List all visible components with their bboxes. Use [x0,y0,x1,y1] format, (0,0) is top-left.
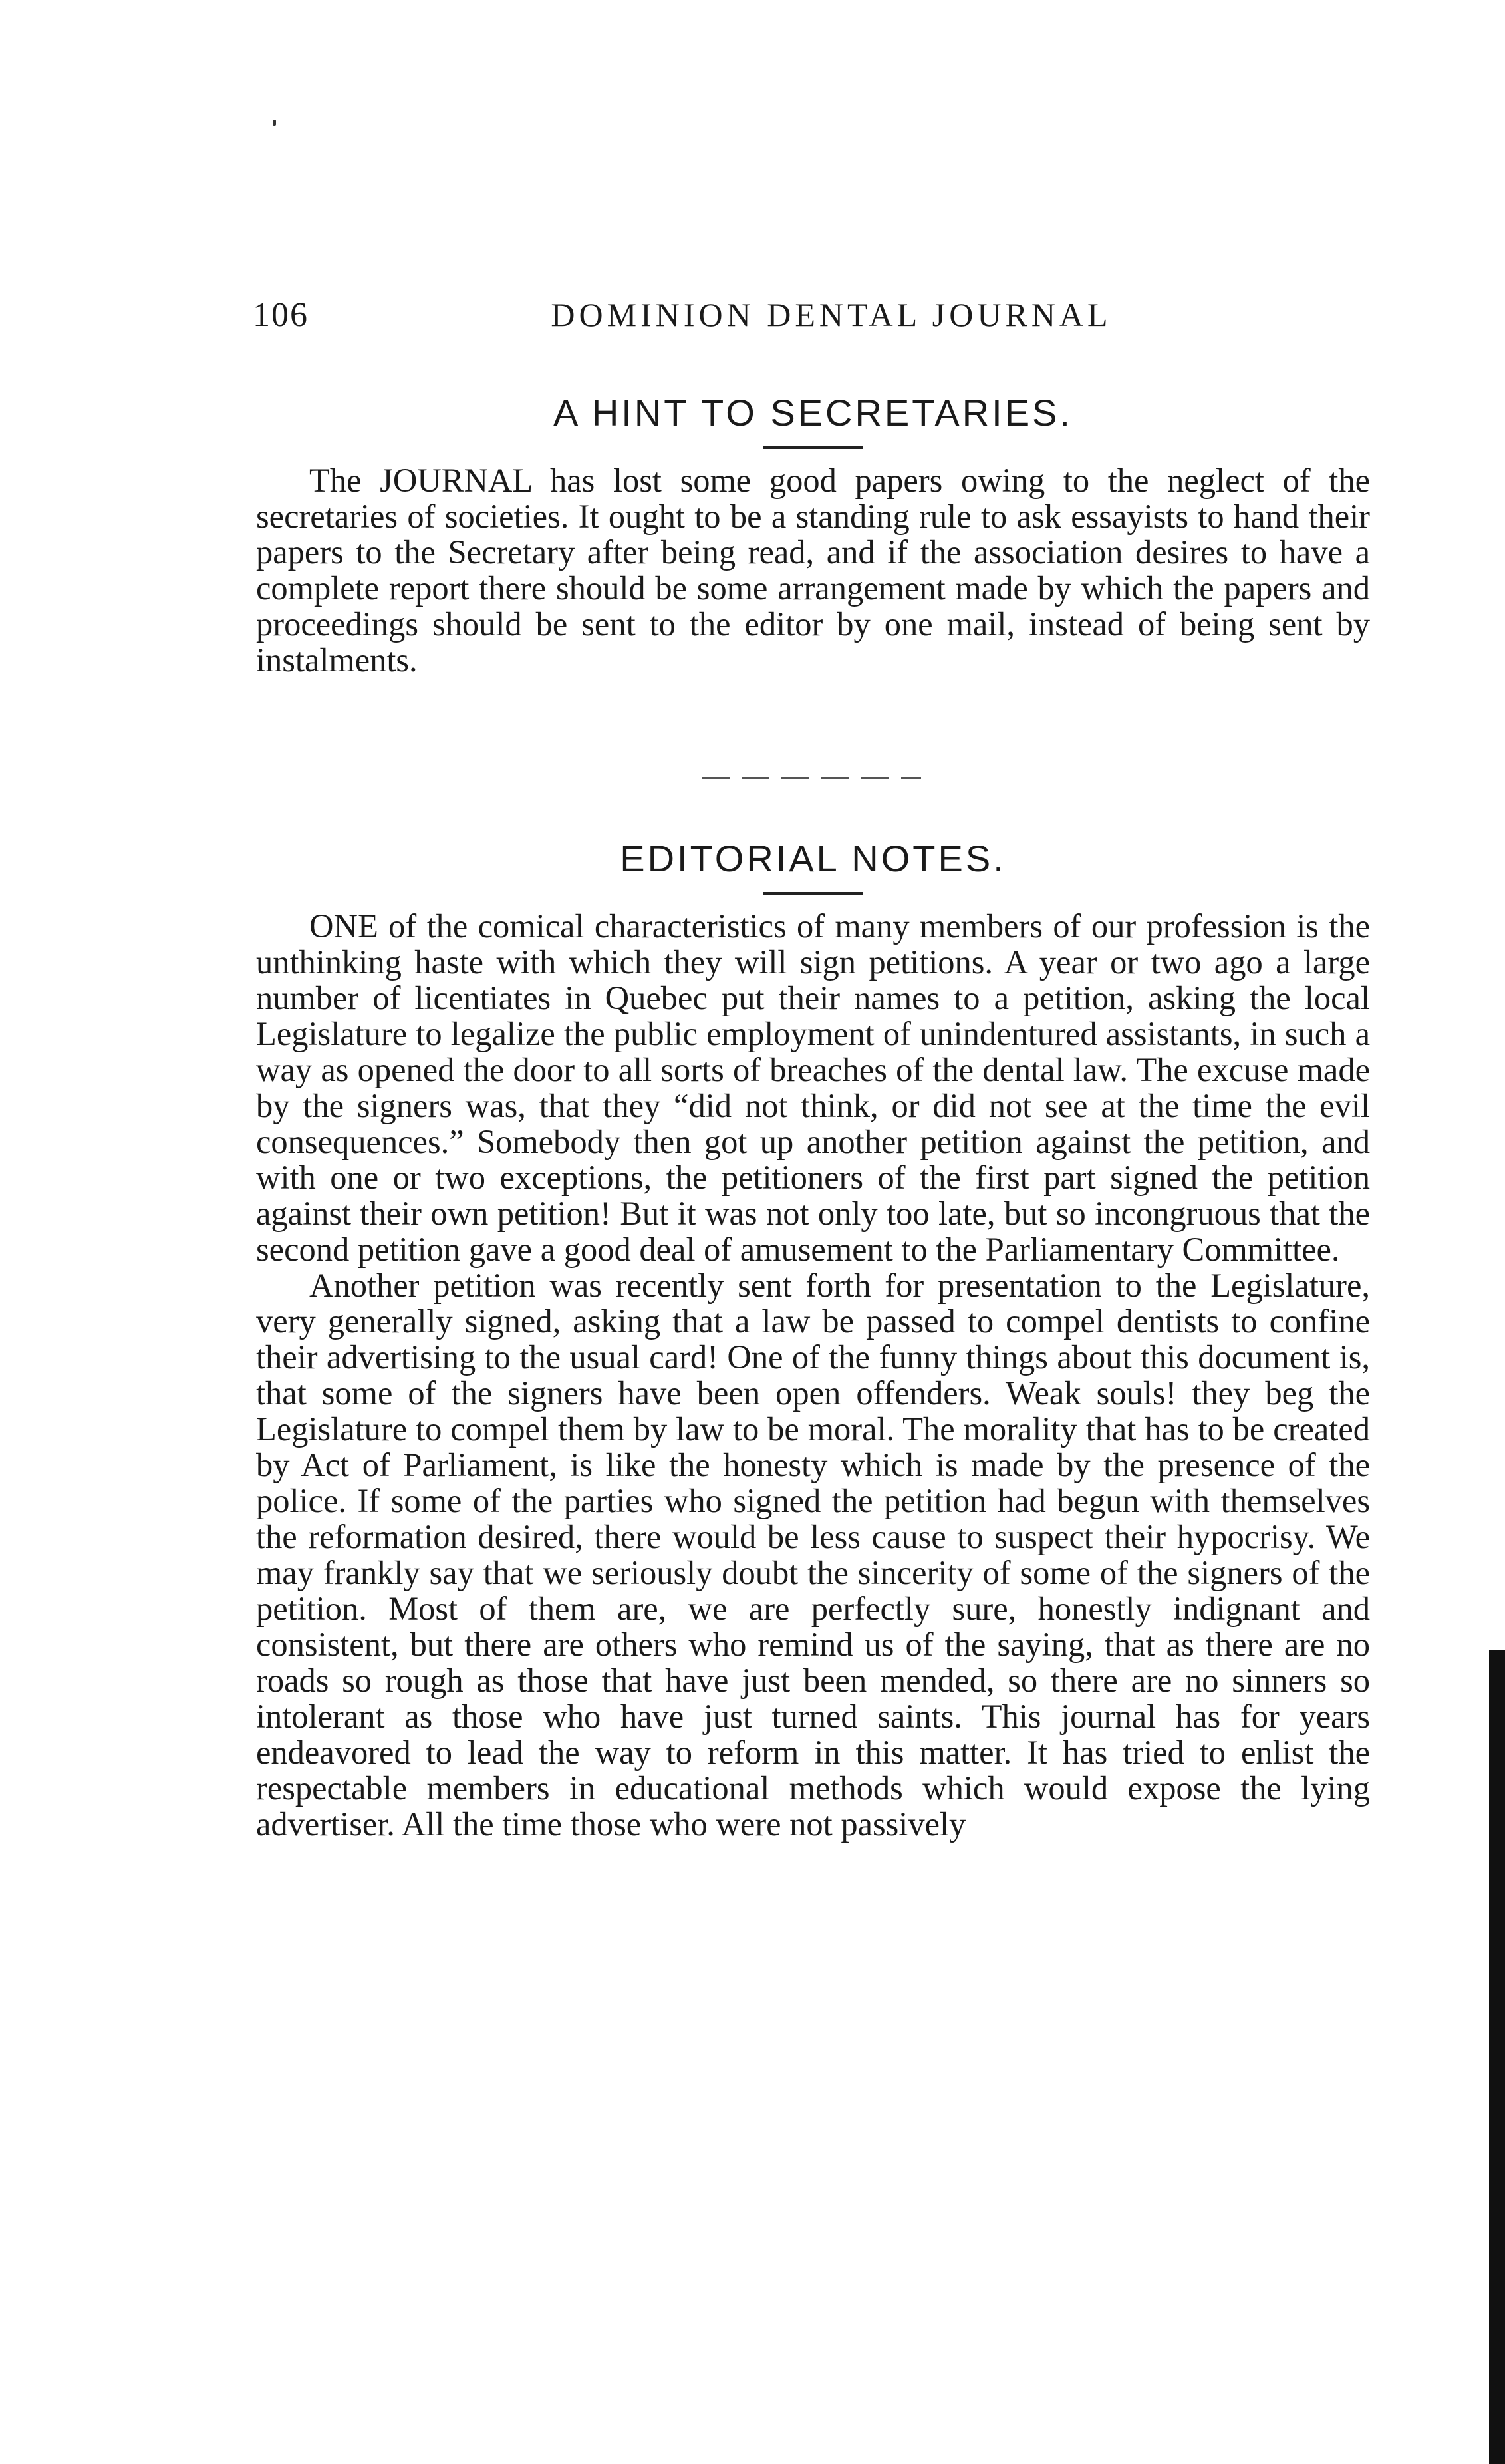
page-header [253,295,1370,342]
page-number: 106 [253,296,309,334]
section-divider [702,777,921,779]
editorial-section [256,837,1370,1842]
hint-section [256,391,1370,678]
paragraph-text: of the comical characteristics of many members of our profession is the unthinking haste with which they will sign petitions. A year or two ago a large number of licentiates in Quebec put their names to a petition, asking the local Legislature to legalize the public employment of unindentured assistants, in such a way as opened the door to all sorts of breaches of the dental law. The excuse made by the signers was, that they “did not think, or did not see at the time the evil consequences.” Somebody then got up another petition against the petition, and with one or two exceptions, the petitioners of the first part signed the petition against their own petition! But it was not only too late, but so incongruous that the second petition gave a good deal of amusement to the Parliamentary Committee. [256,907,1370,1268]
editorial-heading: EDITORIAL NOTES. [620,838,1006,879]
drop-lead-word: ONE [309,907,378,945]
hint-heading: A HINT TO SECRETARIES. [553,392,1073,434]
print-speck [273,120,276,126]
heading-rule [763,446,863,449]
heading-rule [763,892,863,895]
editorial-paragraph-2: Another petition was recently sent forth for presentation to the Legislature, very generally signed, asking that a law be passed to compel dentists to confine their advertising to the usual card! One of the funny things about this document is, that some of the signers have been open offenders. Weak souls! they beg the Legislature to compel them by law to be moral. The morality that has to be created by Act of Parliament, is like the honesty which is made by the presence of the police. If some of the parties who signed the petition had begun with themselves the reformation desired, there would be less cause to suspect their hypocrisy. We may frankly say that we seriously doubt the sincerity of some of the signers of the petition. Most of them are, we are perfectly sure, honestly indignant and consistent, but there are others who remind us of the saying, that as there are no roads so rough as those that have just been mended, so there are no sinners so intolerant as those who have just turned saints. This journal has for years endeavored to lead the way to reform in this matter. It has tried to enlist the respectable members in educational methods which would expose the lying advertiser. All the time those who were not passively [256,1267,1370,1843]
editorial-paragraph-1 [256,908,1370,1267]
page-edge-shadow [1489,1650,1505,2464]
hint-paragraph: The JOURNAL has lost some good papers owing to the neglect of the secretaries of societies. It ought to be a standing rule to ask essayists to hand their papers to the Secretary after being read, and if the association desires to have a complete report there should be some arrangement made by which the papers and proceedings should be sent to the editor by one mail, instead of being sent by instalments. [256,462,1370,679]
running-title: DOMINION DENTAL JOURNAL [551,296,1112,333]
